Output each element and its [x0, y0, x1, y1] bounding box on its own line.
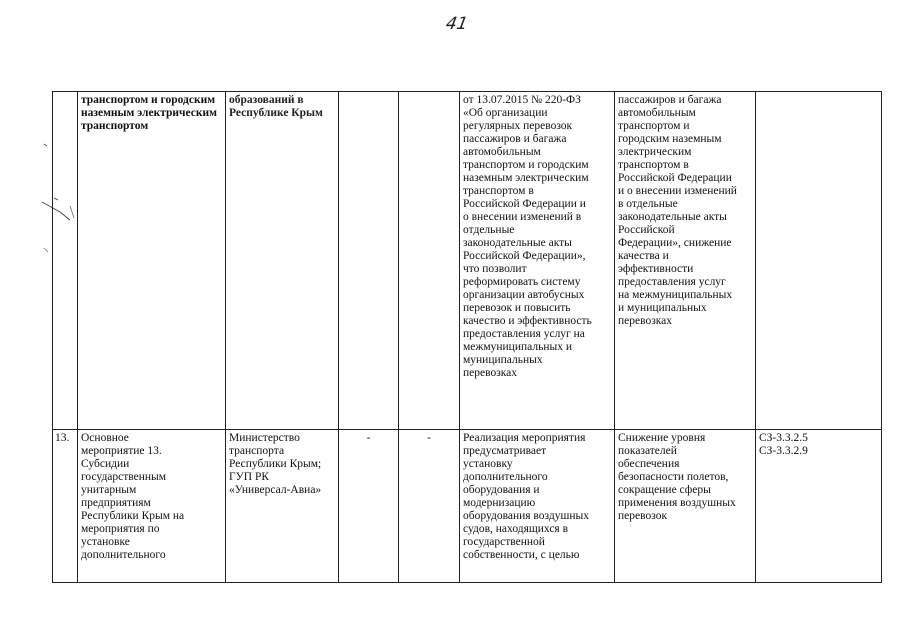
cell-text-line: транспортом и городским	[463, 159, 589, 171]
cell-text-line: межмуниципальных и	[463, 341, 572, 353]
cell-text-line: пассажиров и багажа	[463, 133, 567, 145]
cell-text-line: перевозках	[618, 315, 673, 327]
cell-text-line: оборудования и	[463, 484, 540, 496]
cell-text-line: показателей	[618, 445, 677, 457]
cell-text-line: на межмуниципальных	[618, 289, 733, 301]
cell-text-line: отдельные	[463, 224, 515, 236]
cell-text-line: мероприятия по	[81, 523, 160, 535]
cell-text-line: пассажиров и багажа	[618, 94, 722, 106]
cell-text-line: электрическим	[618, 146, 692, 158]
cell-text-line: качество и эффективность	[463, 315, 592, 327]
cell-start-date: -	[339, 430, 399, 583]
cell-text-line: безопасности полетов,	[618, 471, 729, 483]
cell-text-line: и муниципальных	[618, 302, 707, 314]
cell-text-line: «Об организации	[463, 107, 548, 119]
cell-text-line: предоставления услуг	[618, 276, 726, 288]
cell-text-line: Российской Федерации»,	[463, 250, 586, 262]
cell-text-line: автомобильным	[618, 107, 696, 119]
cell-text-line: и о внесении изменений	[618, 185, 737, 197]
cell-text-line: о внесении изменений в	[463, 211, 582, 223]
cell-text-line: перевозок и повысить	[463, 302, 571, 314]
cell-text-line: обеспечения	[618, 458, 680, 470]
cell-text-line: законодательные акты	[618, 211, 727, 223]
cell-measure-name	[78, 430, 226, 583]
table-row	[53, 430, 882, 583]
cell-text-line: применения воздушных	[618, 497, 736, 509]
page-number: 41	[444, 14, 470, 34]
cell-text-line: предоставления услуг на	[463, 328, 585, 340]
cell-text-line: Российской Федерации	[618, 172, 732, 184]
cell-text-line: транспортом и городским	[81, 94, 216, 106]
cell-text-line: предусматривает	[463, 445, 547, 457]
cell-text-line: реформировать систему	[463, 276, 581, 288]
cell-text-line: дополнительного	[81, 549, 166, 561]
cell-text-line: транспортом и	[618, 120, 690, 132]
cell-text-line: Министерство	[229, 432, 300, 444]
cell-text-line: судов, находящихся в	[463, 523, 569, 535]
cell-expected-result	[460, 92, 615, 430]
cell-text-line: качества и	[618, 250, 669, 262]
cell-text-line: Республике Крым	[229, 107, 323, 119]
cell-end-date	[399, 92, 460, 430]
cell-text-line: Федерации», снижение	[618, 237, 732, 249]
cell-text-line: Российской Федерации и	[463, 198, 586, 210]
cell-executor	[226, 430, 339, 583]
cell-measure-name	[78, 92, 226, 430]
cell-text-line: собственности, с целью	[463, 549, 580, 561]
cell-text-line: организации автобусных	[463, 289, 585, 301]
cell-text-line: наземным электрическим	[81, 107, 217, 119]
cell-text-line: законодательные акты	[463, 237, 572, 249]
cell-text-line: наземным электрическим	[463, 172, 589, 184]
cell-consequences	[615, 430, 756, 583]
cell-text-line: образований в	[229, 94, 304, 106]
cell-start-date	[339, 92, 399, 430]
cell-text-line: регулярных перевозок	[463, 120, 573, 132]
cell-text-line: транспортом в	[618, 159, 689, 171]
cell-text-line: от 13.07.2015 № 220-ФЗ	[463, 94, 581, 106]
cell-text-line: городским наземным	[618, 133, 722, 145]
cell-text-line: Субсидии	[81, 458, 130, 470]
cell-text-line: унитарным	[81, 484, 137, 496]
cell-number	[53, 92, 78, 430]
cell-indicator-link	[756, 430, 882, 583]
cell-text-line: транспортом	[81, 120, 149, 132]
cell-text-line: мероприятие 13.	[81, 445, 162, 457]
cell-text-line: транспортом в	[463, 185, 534, 197]
cell-text-line: Снижение уровня	[618, 432, 706, 444]
cell-text-line: сокращение сферы	[618, 484, 711, 496]
cell-text-line: ГУП РК	[229, 471, 270, 483]
cell-text-line: Реализация мероприятия	[463, 432, 586, 444]
cell-end-date: -	[399, 430, 460, 583]
cell-text-line: Республики Крым на	[81, 510, 185, 522]
cell-text-line: установке	[81, 536, 130, 548]
table-row	[53, 92, 882, 430]
cell-text-line: установку	[463, 458, 513, 470]
cell-text-line: оборудования воздушных	[463, 510, 589, 522]
cell-text-line: перевозок	[618, 510, 668, 522]
cell-executor	[226, 92, 339, 430]
cell-text-line: автомобильным	[463, 146, 541, 158]
cell-text-line: СЗ-3.3.2.9	[759, 445, 808, 457]
cell-text-line: Республики Крым;	[229, 458, 322, 470]
cell-number: 13.	[53, 430, 78, 583]
cell-text-line: «Универсал-Авиа»	[229, 484, 322, 496]
cell-text-line: Российской	[618, 224, 675, 236]
cell-text-line: эффективности	[618, 263, 694, 275]
cell-expected-result	[460, 430, 615, 583]
cell-consequences	[615, 92, 756, 430]
cell-text-line: в отдельные	[618, 198, 678, 210]
cell-text-line: предприятиям	[81, 497, 151, 509]
cell-text-line: дополнительного	[463, 471, 548, 483]
cell-text-line: транспорта	[229, 445, 285, 457]
cell-text-line: муниципальных	[463, 354, 543, 366]
cell-text-line: СЗ-3.3.2.5	[759, 432, 808, 444]
measures-table	[52, 91, 882, 583]
cell-indicator-link	[756, 92, 882, 430]
cell-text-line: Основное	[81, 432, 129, 444]
cell-text-line: перевозках	[463, 367, 518, 379]
cell-text-line: государственной	[463, 536, 545, 548]
cell-text-line: модернизацию	[463, 497, 536, 509]
cell-text-line: государственным	[81, 471, 167, 483]
cell-text-line: что позволит	[463, 263, 527, 275]
